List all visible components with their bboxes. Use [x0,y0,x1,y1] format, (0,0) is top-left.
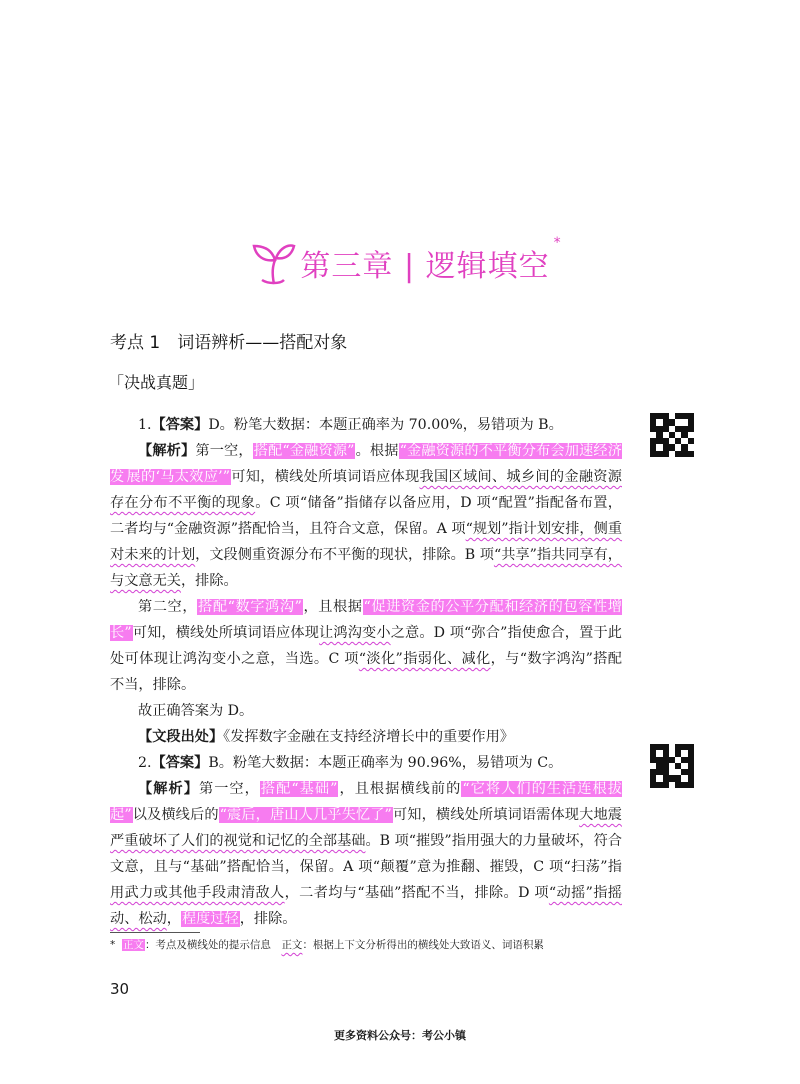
q1-answer: 1.【答案】D。粉笔大数据：本题正确率为 70.00%，易错项为 B。 [138,417,563,433]
qr-code-icon[interactable] [650,413,694,457]
q1-conclusion: 故正确答案为 D。 [138,703,254,719]
sprout-icon [250,240,296,286]
section-subheading: 「决战真题」 [108,373,205,392]
q1-source: 【文段出处】《发挥数字金融在支持经济增长中的重要作用》 [138,729,514,745]
bottom-banner: 更多资料公众号：考公小镇 [334,1029,466,1042]
q2-analysis: 【解析】第一空，搭配“基础”，且根据横线前的“它将人们的生活连根拔起”以及横线后的“震后，唐山人几乎失忆了”可知，横线处所填词语需体现大地震严重破坏了人们的视觉和记忆的全部基础。B 项“摧毁”指用强大的力量破坏，符合文意，且与“基础”搭配恰当，保留。A 项“颠覆”意为推翻、摧毁，C 项“扫荡”指用武力或其他手段肃清敌人，二者均与“基础”搭配不当，排除。D 项“动摇”指摇动、松动，程度过轻，排除。 [110,781,622,927]
q2-answer: 2.【答案】B。粉笔大数据：本题正确率为 90.96%，易错项为 C。 [138,755,563,771]
qr-code-icon[interactable] [650,744,694,788]
main-content [110,412,622,932]
page-number: 30 [110,980,130,998]
footnote: * 正文：考点及横线处的提示信息 正文：根据上下文分析得出的横线处大致语义、词语积累 [110,939,544,951]
chapter-header [0,233,800,293]
chapter-title: 第三章 | 逻辑填空 * [300,235,562,284]
section-heading: 考点 1 词语辨析——搭配对象 [110,333,348,353]
q1-analysis-1: 【解析】第一空，搭配“金融资源”。根据“金融资源的不平衡分布会加速经济发 展的‘马太效应’”可知，横线处所填词语应体现我国区域间、城乡间的金融资源存在分布不平衡的现象。C 项“储备”指储存以备应用，D 项“配置”指配备布置，二者均与“金融资源”搭配恰当，且符合文意，保留。A 项“规划”指计划安排，侧重对未来的计划，文段侧重资源分布不平衡的现状，排除。B 项“共享”指共同享有，与文意无关，排除。 [110,443,623,589]
footnote-divider [110,932,200,933]
chapter-star: * [553,235,562,251]
q1-analysis-2: 第二空，搭配“数字鸿沟”，且根据“促进资金的公平分配和经济的包容性增长”可知，横线处所填词语应体现让鸿沟变小之意。D 项“弥合”指使愈合，置于此处可体现让鸿沟变小之意，当选。C 项“淡化”指弱化、减化，与“数字鸿沟”搭配不当，排除。 [110,599,622,693]
